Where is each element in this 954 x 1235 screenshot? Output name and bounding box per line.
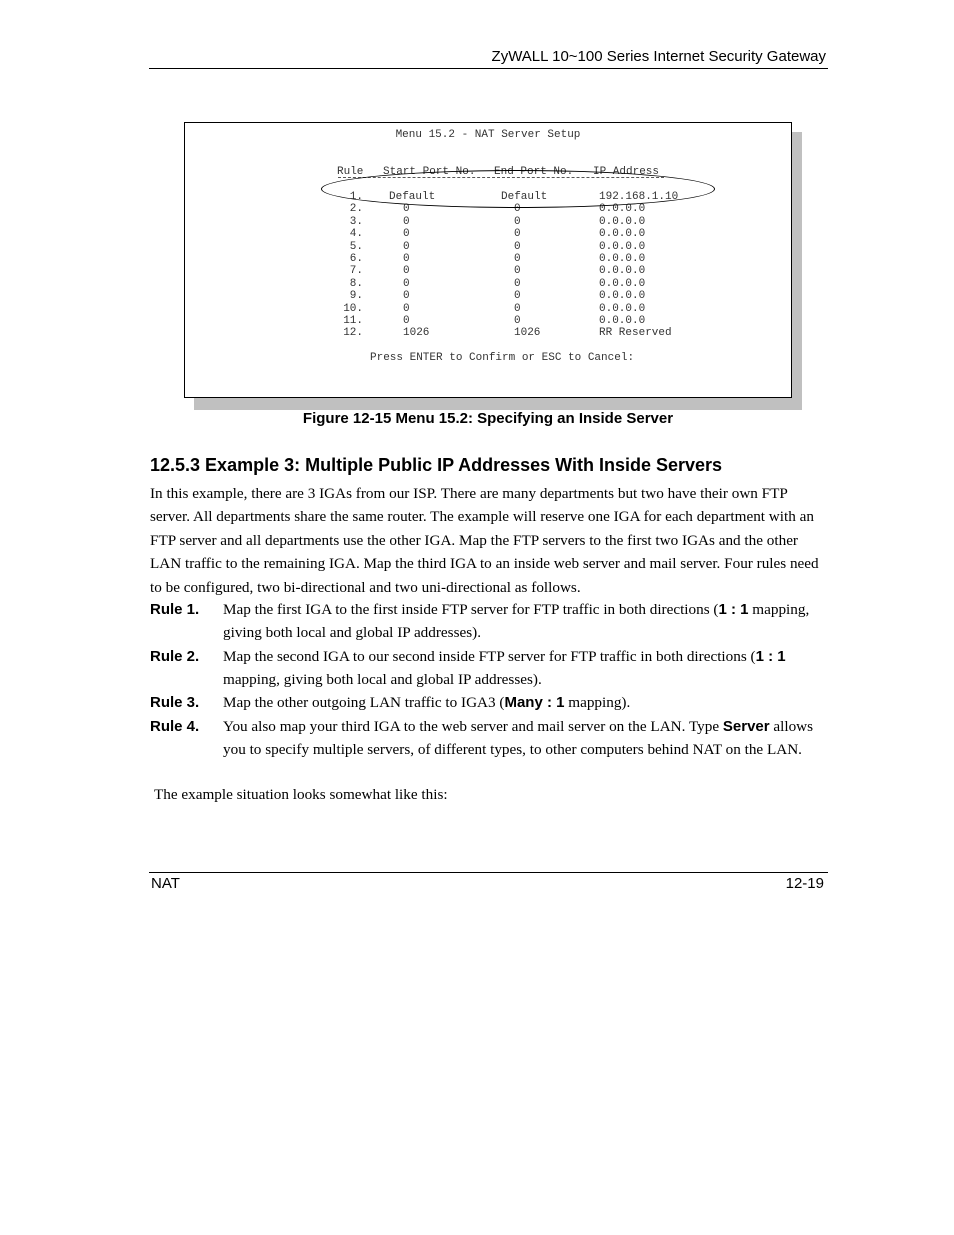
header-divider (149, 68, 828, 69)
table-row: 7. 0 0 0.0.0.0 (349, 265, 646, 278)
table-row: 5. 0 0 0.0.0.0 (349, 240, 646, 253)
footer-chapter: NAT (151, 875, 180, 892)
highlight-ellipse (321, 170, 715, 208)
intro-paragraph: In this example, there are 3 IGAs from our ISP. There are many departments but two have their own FTP server. All departments share the same router. The example will reserve one IGA for each department with an FTP server and all departments use the other IGA. Map the FTP servers to the first two IGAs and the other LAN traffic to the remaining IGA. Map the third IGA to an inside web server and mail server. Four rules need to be configured, two bi-directional and two uni-directional as follows. (150, 485, 819, 596)
rule-text: Map the first IGA to the first inside FTP server for FTP traffic in both directions (1 : 1 mapping, giving both local and global IP addresses). (223, 601, 810, 642)
rule-item-1 (150, 598, 830, 645)
column-ip-address: IP Address (593, 166, 660, 178)
column-rule: Rule (337, 166, 364, 178)
section-heading: 12.5.3 Example 3: Multiple Public IP Addresses With Inside Servers (150, 455, 723, 475)
terminal-screen (184, 122, 792, 398)
rule-label: Rule 4. (150, 718, 200, 735)
table-row: 4. 0 0 0.0.0.0 (349, 228, 646, 241)
footer-page-number: 12-19 (785, 875, 824, 892)
closing-sentence: The example situation looks somewhat like this: (154, 786, 448, 803)
terminal-title: Menu 15.2 - NAT Server Setup (395, 129, 581, 141)
rule-text: Map the other outgoing LAN traffic to IGA3 (Many : 1 mapping). (223, 694, 631, 711)
rule-label: Rule 3. (150, 694, 200, 711)
rule-label: Rule 1. (150, 601, 200, 618)
figure-caption: Figure 12-15 Menu 15.2: Specifying an Inside Server (302, 410, 674, 427)
table-row: 9. 0 0 0.0.0.0 (349, 290, 646, 303)
column-start-port: Start Port No. (383, 166, 476, 178)
table-row: 10. 0 0 0.0.0.0 (343, 302, 646, 315)
footer-divider (149, 872, 828, 873)
table-row: 3. 0 0 0.0.0.0 (349, 215, 646, 228)
table-row: 11. 0 0 0.0.0.0 (343, 314, 646, 327)
rule-label: Rule 2. (150, 648, 200, 665)
terminal-prompt: Press ENTER to Confirm or ESC to Cancel: (370, 352, 635, 364)
table-row: 6. 0 0 0.0.0.0 (349, 252, 646, 265)
table-row: 2. 0 0 0.0.0.0 (349, 203, 646, 216)
table-row: 1. Default Default 192.168.1.10 (349, 191, 679, 203)
terminal-rows (185, 191, 791, 340)
column-end-port: End Port No. (494, 166, 574, 178)
rule-text: You also map your third IGA to the web server and mail server on the LAN. Type Server allows you to specify multiple servers, of different types, to other computers behind NAT on the LAN. (223, 718, 814, 759)
table-row: 12. 1026 1026 RR Reserved (343, 327, 672, 340)
rule-text: Map the second IGA to our second inside FTP server for FTP traffic in both directions (1 : 1 mapping, giving both local and global IP addresses). (223, 648, 786, 689)
rule-item-3 (150, 691, 830, 714)
rule-item-2 (150, 645, 830, 692)
page-header-title: ZyWALL 10~100 Series Internet Security Gateway (491, 48, 826, 65)
table-row: 8. 0 0 0.0.0.0 (349, 277, 646, 290)
rule-item-4 (150, 715, 830, 762)
